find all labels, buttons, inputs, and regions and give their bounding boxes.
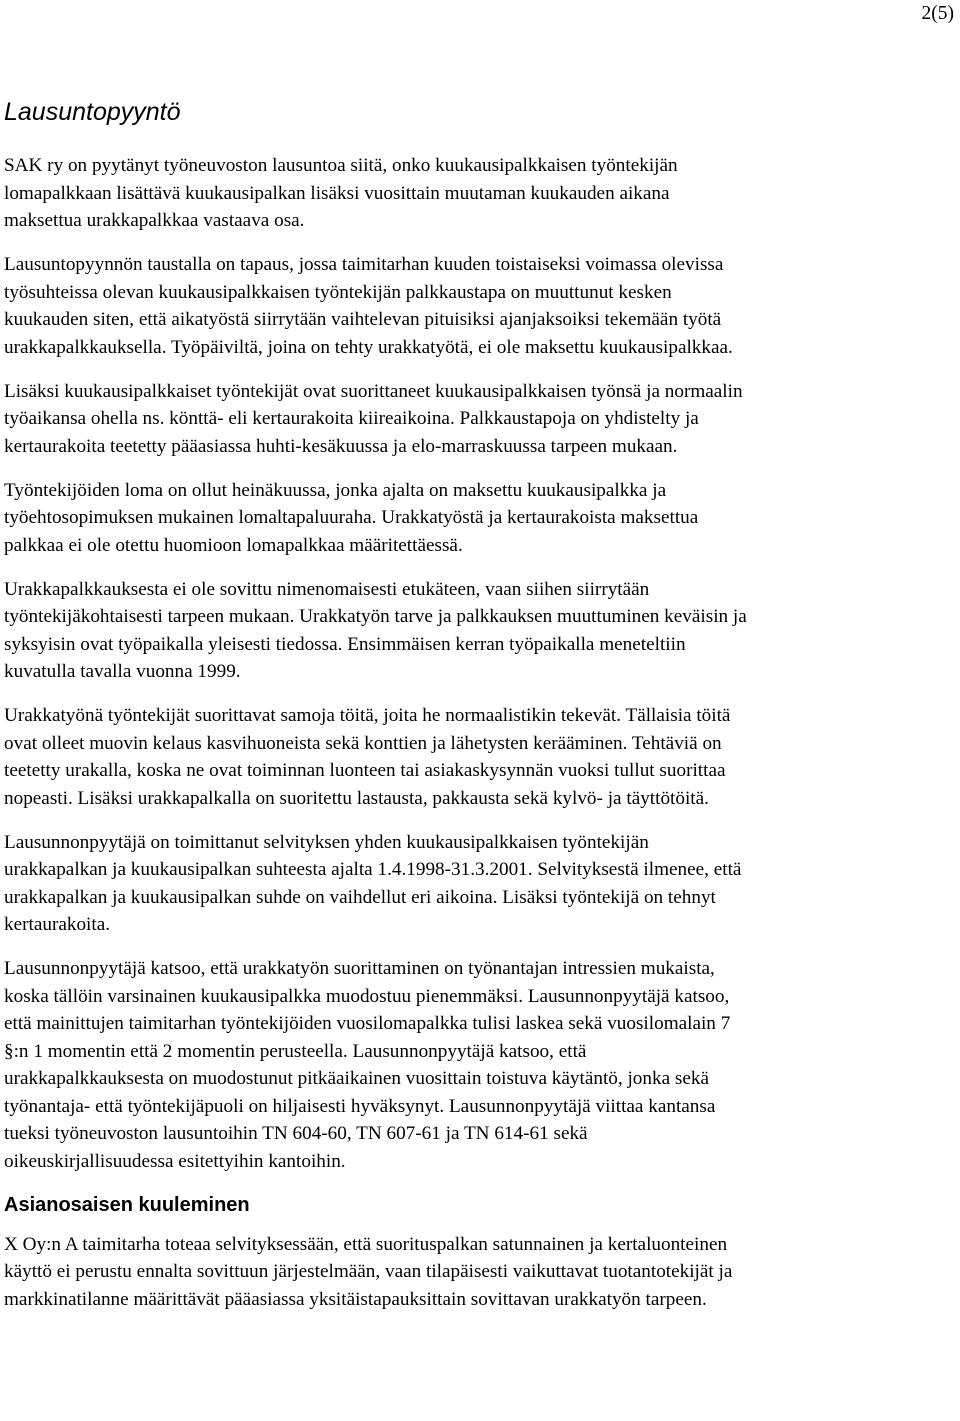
- paragraph-request-8: Lausunnonpyytäjä katsoo, että urakkatyön suorittaminen on työnantajan intressien mukaista, koska tällöin varsinainen kuukausipalkka muodostuu pienemmäksi. Lausunnonpyytäjä katsoo, että mainittujen taimitarhan työntekijöiden vuosilomapalkka tulisi laskea sekä vuosilomalain 7 §:n 1 momentin että 2 momentin perusteella. Lausunnonpyytäjä katsoo, että urakkapalkkauksesta on muodostunut pitkäaikainen vuosittain toistuva käytäntö, jonka sekä työnantaja- että työntekijäpuoli on hiljaisesti hyväksynyt. Lausunnonpyytäjä viittaa kantansa tueksi työneuvoston lausuntoihin TN 604-60, TN 607-61 ja TN 614-61 sekä oikeuskirjallisuudessa esitettyihin kantoihin.: [4, 958, 731, 1172]
- paragraph-request-6: Urakkatyönä työntekijät suorittavat samoja töitä, joita he normaalistikin tekevät. Tällaisia töitä ovat olleet muovin kelaus kasvihuoneista sekä konttien ja lähetysten kerääminen. Tehtäviä on teetetty urakalla, koska ne ovat toiminnan luonteen tai asiakaskysynnän vuoksi tullut suorittaa nopeasti. Lisäksi urakkapalkalla on suoritettu lastausta, pakkausta sekä kylvö- ja täyttötöitä.: [4, 705, 731, 809]
- page-number: 2(5): [921, 3, 954, 24]
- document-body: [4, 95, 954, 1330]
- paragraph-request-1: SAK ry on pyytänyt työneuvoston lausuntoa siitä, onko kuukausipalkkaisen työntekijän lomapalkkaan lisättävä kuukausipalkan lisäksi vuosittain muutaman kuukauden aikana maksettua urakkapalkkaa vastaava osa.: [4, 155, 678, 231]
- paragraph-request-5: Urakkapalkkauksesta ei ole sovittu nimenomaisesti etukäteen, vaan siihen siirrytään työntekijäkohtaisesti tarpeen mukaan. Urakkatyön tarve ja palkkauksen muuttuminen keväisin ja syksyisin ovat työpaikalla yleisesti tiedossa. Ensimmäisen kerran työpaikalla meneteltiin kuvatulla tavalla vuonna 1999.: [4, 578, 747, 682]
- paragraph-hearing-1: X Oy:n A taimitarha toteaa selvityksessään, että suorituspalkan satunnainen ja kertaluonteinen käyttö ei perustu ennalta sovittuun järjestelmään, vaan tilapäisesti vaikuttavat tuotantotekijät ja markkinatilanne määrittävät pääasiassa yksitäistapauksittain sovittavan urakkatyön tarpeen.: [4, 1233, 733, 1310]
- section-heading: Asianosaisen kuuleminen: [4, 1193, 250, 1216]
- paragraph-request-2: Lausuntopyynnön taustalla on tapaus, jossa taimitarhan kuuden toistaiseksi voimassa olevissa työsuhteissa olevan kuukausipalkkaisen työntekijän palkkaustapa on muuttunut kesken kuukauden siten, että aikatyöstä siirrytään vaihtelevan pituisiksi ajanjaksoiksi tekemään työtä urakkapalkkauksella. Työpäiviltä, joina on tehty urakkatyötä, ei ole maksettu kuukausipalkkaa.: [4, 254, 733, 358]
- paragraph-request-7: Lausunnonpyytäjä on toimittanut selvityksen yhden kuukausipalkkaisen työntekijän urakkapalkan ja kuukausipalkan suhteesta ajalta 1.4.1998-31.3.2001. Selvityksestä ilmenee, että urakkapalkan ja kuukausipalkan suhde on vaihdellut eri aikoina. Lisäksi työntekijä on tehnyt kertaurakoita.: [4, 831, 742, 935]
- paragraph-request-3: Lisäksi kuukausipalkkaiset työntekijät ovat suorittaneet kuukausipalkkaisen työnsä ja normaalin työaikansa ohella ns. könttä- eli kertaurakoita kiireaikoina. Palkkaustapoja on yhdistelty ja kertaurakoita teetetty pääasiassa huhti-kesäkuussa ja elo-marraskuussa tarpeen mukaan.: [4, 380, 743, 457]
- document-title: Lausuntopyyntö: [4, 98, 181, 126]
- paragraph-request-4: Työntekijöiden loma on ollut heinäkuussa, jonka ajalta on maksettu kuukausipalkka ja työehtosopimuksen mukainen lomaltapaluuraha. Urakkatyöstä ja kertaurakoista maksettua palkkaa ei ole otettu huomioon lomapalkkaa määritettäessä.: [4, 479, 699, 556]
